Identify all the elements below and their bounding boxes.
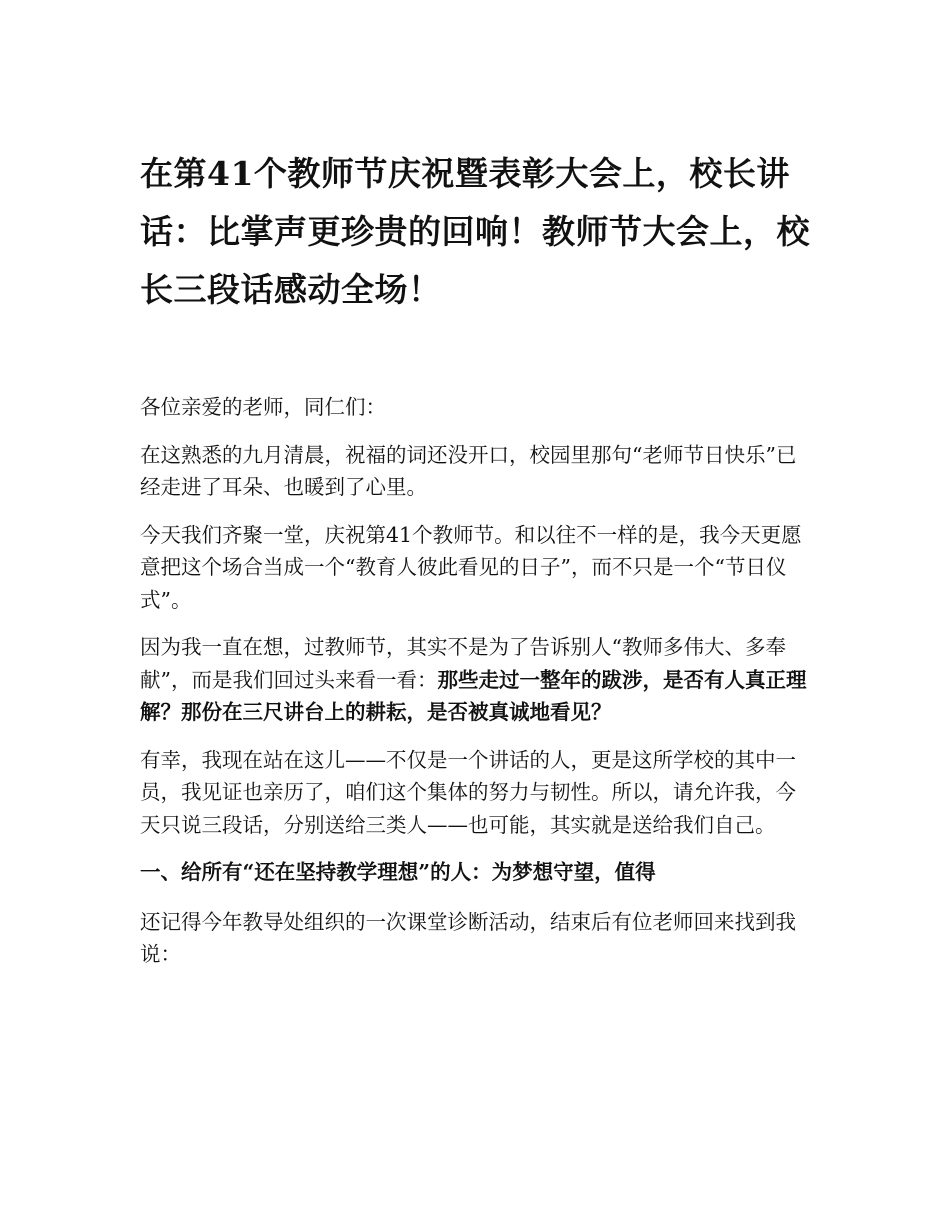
document-page <box>140 145 810 986</box>
document-body <box>140 391 810 971</box>
paragraph-3 <box>140 631 810 729</box>
paragraph-2: 今天我们齐聚一堂，庆祝第41个教师节。和以往不一样的是，我今天更愿意把这个场合当成一个“教育人彼此看见的日子”，而不只是一个“节日仪式”。 <box>140 522 802 612</box>
paragraph-1: 在这熟悉的九月清晨，祝福的词还没开口，校园里那句“老师节日快乐”已经走进了耳朵、也暖到了心里。 <box>140 442 797 499</box>
paragraph-3-text: 因为我一直在想，过教师节，其实不是为了告诉别人“教师多伟大、多奉献”，而是我们回过头来看一看： <box>140 635 786 692</box>
document-title: 在第41个教师节庆祝暨表彰大会上，校长讲话：比掌声更珍贵的回响！教师节大会上，校长三段话感动全场！ <box>140 154 810 309</box>
greeting-paragraph: 各位亲爱的老师，同仁们： <box>140 395 386 419</box>
paragraph-4: 有幸，我现在站在这儿——不仅是一个讲话的人，更是这所学校的其中一员，我见证也亲历了，咱们这个集体的努力与韧性。所以，请允许我，今天只说三段话，分别送给三类人——也可能，其实就是送给我们自己。 <box>140 747 796 837</box>
paragraph-3-bold-text: 那些走过一整年的跋涉，是否有人真正理解？那份在三尺讲台上的耕耘，是否被真诚地看见？ <box>140 667 807 724</box>
section-heading-1: 一、给所有“还在坚持教学理想”的人：为梦想守望，值得 <box>140 860 656 884</box>
paragraph-5: 还记得今年教导处组织的一次课堂诊断活动，结束后有位老师回来找到我说： <box>140 909 796 966</box>
